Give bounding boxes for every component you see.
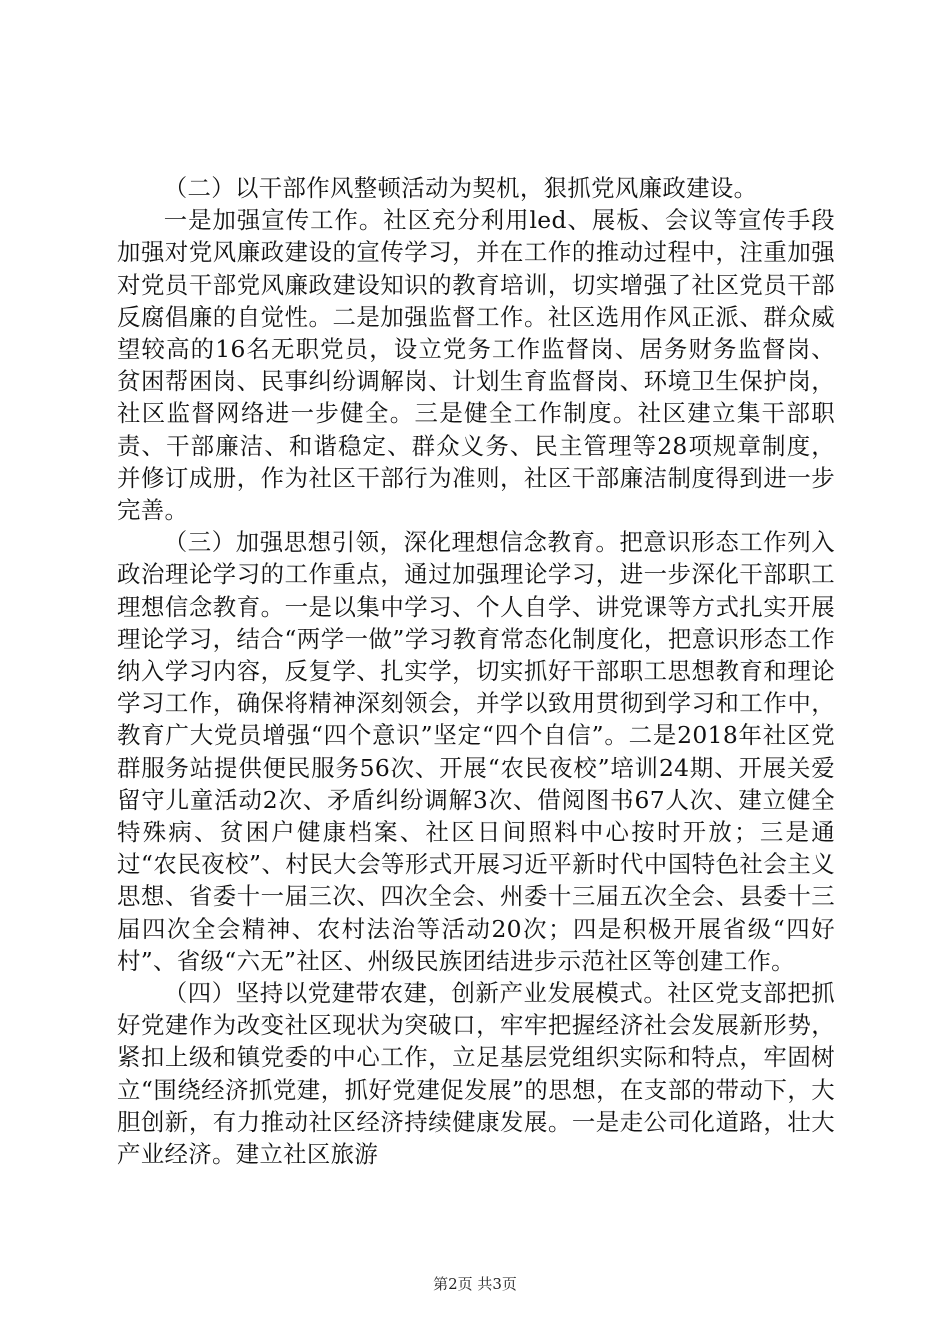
document-body <box>117 172 835 1170</box>
paragraph-section-2-heading: （二）以干部作风整顿活动为契机，狠抓党风廉政建设。 <box>163 174 758 202</box>
page-number-footer: 第2页 共3页 <box>433 1275 517 1293</box>
paragraph-section-2-body: 一是加强宣传工作。社区充分利用led、展板、会议等宣传手段加强对党风廉政建设的宣传学习，并在工作的推动过程中，注重加强对党员干部党风廉政建设知识的教育培训，切实增强了社区党员干部反腐倡廉的自觉性。二是加强监督工作。社区选用作风正派、群众威望较高的16名无职党员，设立党务工作监督岗、居务财务监督岗、贫困帮困岗、民事纠纷调解岗、计划生育监督岗、环境卫生保护岗，社区监督网络进一步健全。三是健全工作制度。社区建立集干部职责、干部廉洁、和谐稳定、群众义务、民主管理等28项规章制度，并修订成册，作为社区干部行为准则，社区干部廉洁制度得到进一步完善。 <box>117 206 835 525</box>
paragraph-section-3: （三）加强思想引领，深化理想信念教育。把意识形态工作列入政治理论学习的工作重点，通过加强理论学习，进一步深化干部职工理想信念教育。一是以集中学习、个人自学、讲党课等方式扎实开展理论学习，结合“两学一做”学习教育常态化制度化，把意识形态工作纳入学习内容，反复学、扎实学，切实抓好干部职工思想教育和理论学习工作，确保将精神深刻领会，并学以致用贯彻到学习和工作中，教育广大党员增强“四个意识”坚定“四个自信”。二是2018年社区党群服务站提供便民服务56次、开展“农民夜校”培训24期、开展关爱留守儿童活动2次、矛盾纠纷调解3次、借阅图书67人次、建立健全特殊病、贫困户健康档案、社区日间照料中心按时开放；三是通过“农民夜校”、村民大会等形式开展习近平新时代中国特色社会主义思想、省委十一届三次、四次全会、州委十三届五次全会、县委十三届四次全会精神、农村法治等活动20次；四是积极开展省级“四好村”、省级“六无”社区、州级民族团结进步示范社区等创建工作。 <box>117 528 835 975</box>
paragraph-section-4: （四）坚持以党建带农建，创新产业发展模式。社区党支部把抓好党建作为改变社区现状为突破口，牢牢把握经济社会发展新形势，紧扣上级和镇党委的中心工作，立足基层党组织实际和特点，牢固树立“围绕经济抓党建，抓好党建促发展”的思想，在支部的带动下，大胆创新，有力推动社区经济持续健康发展。一是走公司化道路，壮大产业经济。建立社区旅游 <box>117 979 835 1169</box>
